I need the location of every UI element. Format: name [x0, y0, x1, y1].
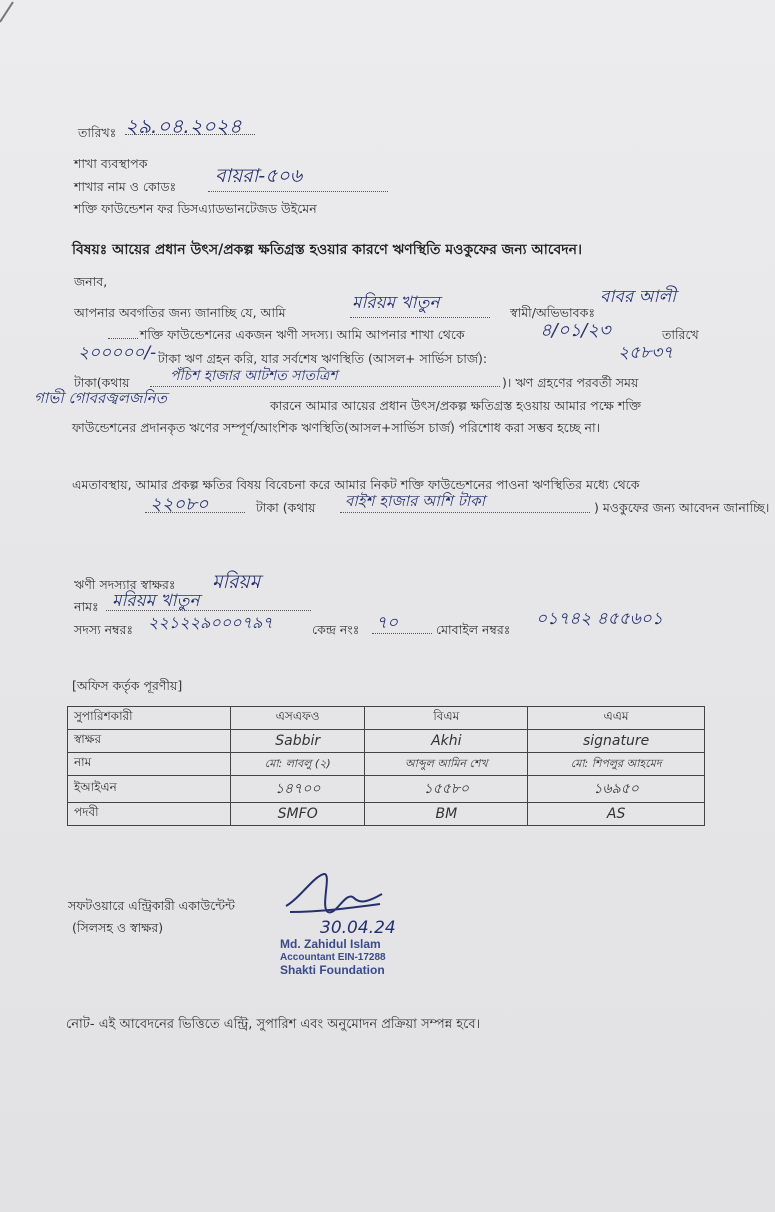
table-row-label: পদবী: [68, 803, 231, 826]
seal-title: Accountant EIN-17288: [280, 952, 386, 963]
p2-c: ) মওকুফের জন্য আবেদন জানাচ্ছি।: [594, 500, 770, 515]
guardian-handwritten: বাবর আলী: [600, 287, 676, 307]
table-cell: Akhi: [365, 730, 528, 753]
table-cell: Sabbir: [231, 730, 365, 753]
recipient-line1: শাখা ব্যবস্থাপক: [74, 156, 148, 171]
center-dotted-line: [372, 633, 432, 634]
p1-f: টাকা(কথায়: [74, 375, 130, 390]
table-cell: মো: লাবলু (২): [231, 753, 365, 776]
loan-amount-handwritten: ২০০০০০/-: [78, 343, 157, 363]
p1-lead-dots: [108, 338, 138, 339]
borrower-name-value: মরিয়ম খাতুন: [112, 591, 200, 611]
mobile-label: মোবাইল নম্বরঃ: [436, 622, 511, 637]
p1-g: )। ঋণ গ্রহণের পরবর্তী সময়: [502, 375, 639, 390]
recipient-org: শক্তি ফাউন্ডেশন ফর ডিসএ্যাডভানটেজড উইমেন: [74, 201, 317, 216]
office-heading: [অফিস কর্তৃক পূরণীয়]: [72, 678, 183, 693]
waive-amount-handwritten: ২২০৮০: [150, 494, 209, 515]
waive-words-handwritten: বাইশ হাজার আশি টাকা: [345, 492, 485, 510]
table-row: [68, 776, 705, 803]
table-cell: ১৪৭০০: [231, 776, 365, 803]
name-dotted-line: [350, 317, 490, 318]
borrower-name-handwritten: মরিয়ম খাতুন: [352, 293, 440, 313]
table-cell: ১৬৯৫০: [528, 776, 705, 803]
table-cell: ১৫৫৮০: [365, 776, 528, 803]
p1-e: টাকা ঋণ গ্রহন করি, যার সর্বশেষ ঋণস্থিতি (আসল+ সার্ভিস চার্জ):: [158, 351, 488, 366]
seal-org: Shakti Foundation: [280, 963, 385, 977]
table-cell: BM: [365, 803, 528, 826]
salutation: জনাব,: [74, 274, 108, 289]
table-header-cell: এএম: [528, 707, 705, 730]
mobile-value: ০১৭৪২ ৪৫৫৬০১: [536, 609, 663, 629]
center-label: কেন্দ্র নংঃ: [312, 622, 360, 637]
table-cell: AS: [528, 803, 705, 826]
p2-a: এমতাবস্থায়, আমার প্রকল্প ক্ষতির বিষয় বিবেচনা করে আমার নিকট শক্তি ফাউন্ডেশনের পাওনা ঋণস্থিতির মধ্যে থেকে: [72, 477, 640, 492]
balance-words-handwritten: পঁচিশ হাজার আটশত সাতত্রিশ: [170, 368, 338, 384]
member-value: ২২১২২৯০০০৭৯৭: [148, 613, 273, 632]
balance-words-dotted-line: [150, 386, 500, 387]
date-dotted-line: [125, 134, 255, 135]
table-cell: signature: [528, 730, 705, 753]
table-cell: মো: শিপলুর আহমেদ: [528, 753, 705, 776]
branch-label: শাখার নাম ও কোডঃ: [74, 179, 177, 194]
p1-b: স্বামী/অভিভাবকঃ: [510, 305, 595, 320]
borrower-name-label: নামঃ: [74, 599, 99, 614]
p1-h: কারনে আমার আয়ের প্রধান উৎস/প্রকল্প ক্ষতিগ্রস্ত হওয়ায় আমার পক্ষে শক্তি ফাউন্ডেশনের প্রদানকৃত ঋণের সম্পূর্ণ/আংশিক ঋণস্থিতি(আসল+সার্ভিস চার্জ) পরিশোধ করা সম্ভব হচ্ছে না।: [72, 398, 641, 435]
table-row: [68, 730, 705, 753]
date-label: তারিখঃ: [78, 125, 117, 140]
p1-c: শক্তি ফাউন্ডেশনের একজন ঋণী সদস্য। আমি আপনার শাখা থেকে: [140, 327, 465, 342]
loan-date-handwritten: ৪/০১/২৩: [540, 320, 611, 341]
footer-note: নোট- এই আবেদনের ভিত্তিতে এন্ট্রি, সুপারিশ এবং অনুমোদন প্রক্রিয়া সম্পন্ন হবে।: [66, 1017, 481, 1032]
date-value: ২৯.০৪.২০২৪: [125, 114, 242, 138]
table-header-cell: বিএম: [365, 707, 528, 730]
branch-value: বায়রা-৫০৬: [215, 165, 303, 187]
table-row-label: ইআইএন: [68, 776, 231, 803]
table-cell: SMFO: [231, 803, 365, 826]
accountant-line1: সফটওয়ারে এন্ট্রিকারী একাউন্টেন্ট: [68, 898, 235, 913]
center-value: ৭০: [376, 613, 399, 633]
table-row: [68, 753, 705, 776]
table-cell: আব্দুল আমিন শেখ: [365, 753, 528, 776]
waive-dotted-line: [145, 512, 245, 513]
borrower-sign-label: ঋণী সদস্যার স্বাক্ষরঃ: [74, 577, 176, 592]
reason-handwritten: গাভী গোবরজ্বলজনিত: [34, 389, 167, 407]
accountant-seal: [280, 938, 386, 977]
accountant-sig-date: 30.04.24: [320, 918, 396, 938]
table-row-label: স্বাক্ষর: [68, 730, 231, 753]
table-row-label: নাম: [68, 753, 231, 776]
page-corner-mark: [0, 0, 14, 24]
table-row: [68, 707, 705, 730]
table-header-cell: এসএফও: [231, 707, 365, 730]
branch-dotted-line: [208, 191, 388, 192]
table-header-cell: সুপারিশকারী: [68, 707, 231, 730]
accountant-line2: (সিলসহ ও স্বাক্ষর): [72, 920, 164, 935]
table-row: [68, 803, 705, 826]
accountant-signature-icon: [280, 868, 390, 924]
member-label: সদস্য নম্বরঃ: [74, 622, 134, 637]
subject-line: বিষয়ঃ আয়ের প্রধান উৎস/প্রকল্প ক্ষতিগ্রস্ত হওয়ার কারণে ঋণস্থিতি মওকুফের জন্য আবেদন।: [72, 242, 582, 258]
p1-d: তারিখে: [662, 327, 699, 342]
borrower-signature: মরিয়ম: [212, 571, 261, 593]
p1-a: আপনার অবগতির জন্য জানাচ্ছি যে, আমি: [74, 305, 286, 320]
seal-name: Md. Zahidul Islam: [280, 937, 381, 951]
p2-b: টাকা (কথায়: [256, 500, 316, 515]
waive-words-dotted-line: [340, 512, 590, 513]
office-table: [67, 706, 705, 826]
balance-handwritten: ২৫৮৩৭: [618, 343, 674, 363]
